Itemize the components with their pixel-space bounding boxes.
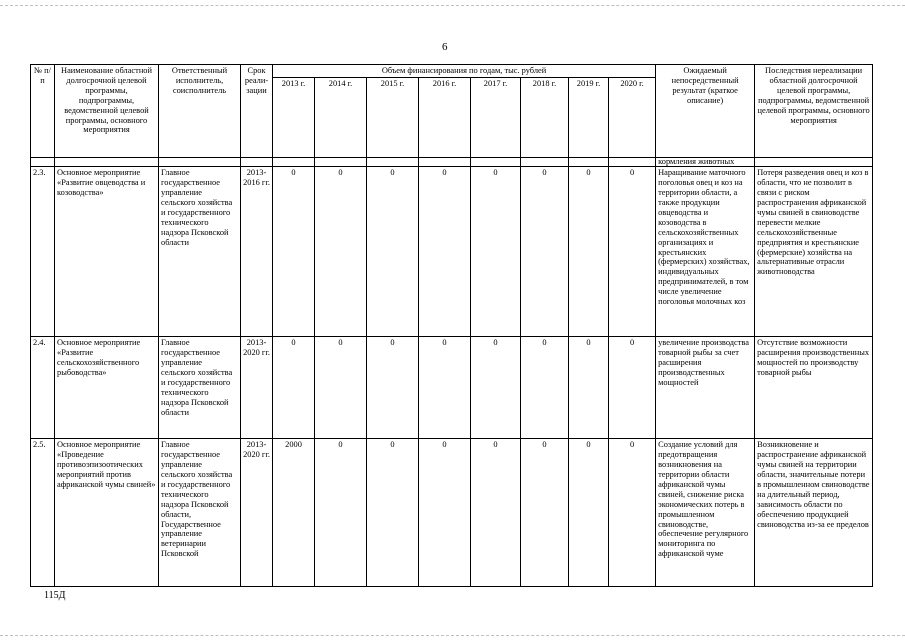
header-col-funding: Объем финансирования по годам, тыс. рублей — [273, 65, 656, 78]
row-consequences: Отсутствие возможности расширения производственных мощностей по производству товарной рыбы — [755, 337, 873, 439]
header-col-consequences: Последствия нереализации областной долгосрочной целевой программы, подпрограммы, ведомственной целевой программы, основного мероприятия — [755, 65, 873, 158]
row-result: Создание условий для предотвращения возникновения на территории области африканской чумы свиней, снижение риска экономических потерь в промышленном свиноводстве, обеспечение регулярного мониторинга по африканской чуме — [656, 439, 755, 587]
row-term: 2013-2020 гг. — [241, 337, 273, 439]
row-value: 0 — [367, 439, 419, 587]
row-result: Наращивание маточного поголовья овец и коз на территории области, а также продукции овцеводства и козоводства в сельскохозяйственных организациях и крестьянских (фермерских) хозяйствах, индивидуальных предпринимателей, в том числе увеличение поголовья молочных коз — [656, 167, 755, 337]
row-value: 0 — [521, 439, 569, 587]
row-responsible: Главное государственное управление сельского хозяйства и государственного технического надзора Псковской области — [159, 167, 241, 337]
header-col-term: Срок реали-зации — [241, 65, 273, 158]
row-value: 0 — [419, 167, 471, 337]
row-consequences: Потеря разведения овец и коз в области, что не позволит в связи с риском распространения африканской чумы свиней в свиноводстве перевести мелкие сельскохозяйственные предприятия и крестьянские (фермерские) хозяйства на альтернативные отрасли животноводства — [755, 167, 873, 337]
header-col-result: Ожидаемый непосредственный результат (краткое описание) — [656, 65, 755, 158]
row-number: 2.5. — [31, 439, 55, 587]
year-header: 2017 г. — [471, 77, 521, 157]
year-header: 2014 г. — [315, 77, 367, 157]
year-header: 2015 г. — [367, 77, 419, 157]
row-value: 0 — [471, 167, 521, 337]
row-responsible: Главное государственное управление сельского хозяйства и государственного технического надзора Псковской области — [159, 337, 241, 439]
row-term: 2013-2016 гг. — [241, 167, 273, 337]
scan-edge-bottom — [0, 635, 905, 640]
row-value: 0 — [521, 167, 569, 337]
table-row — [31, 337, 873, 439]
table-row — [31, 167, 873, 337]
year-header: 2013 г. — [273, 77, 315, 157]
row-name: Основное мероприятие «Развитие овцеводства и козоводства» — [55, 167, 159, 337]
row-name: Основное мероприятие «Проведение противоэпизоотических мероприятий против африканской чумы свиней» — [55, 439, 159, 587]
row-value: 0 — [609, 439, 656, 587]
row-value: 0 — [609, 337, 656, 439]
header-col-name: Наименование областной долгосрочной целевой программы, подпрограммы, ведомственной целевой программы, основного мероприятия — [55, 65, 159, 158]
table-row — [31, 439, 873, 587]
page-number: 6 — [442, 41, 448, 53]
row-value: 0 — [273, 337, 315, 439]
row-result: увеличение производства товарной рыбы за счет расширения производственных мощностей — [656, 337, 755, 439]
scan-edge-top — [0, 0, 905, 6]
row-consequences: Возникновение и распространение африканской чумы свиней на территории области, значительные потери в промышленном свиноводстве на длительный период, зависимость области по обеспечению продукцией свиноводства из-за ее пределов — [755, 439, 873, 587]
row-value: 0 — [569, 439, 609, 587]
year-header: 2018 г. — [521, 77, 569, 157]
row-value: 0 — [521, 337, 569, 439]
row-value: 0 — [419, 439, 471, 587]
program-table — [30, 64, 873, 587]
row-value: 0 — [569, 337, 609, 439]
row-value: 0 — [367, 337, 419, 439]
footer-code: 115Д — [44, 590, 66, 601]
row-value: 0 — [315, 337, 367, 439]
row-value: 0 — [315, 167, 367, 337]
row-value: 2000 — [273, 439, 315, 587]
row-number: 2.4. — [31, 337, 55, 439]
year-header: 2020 г. — [609, 77, 656, 157]
header-row-1 — [31, 65, 873, 78]
row-value: 0 — [273, 167, 315, 337]
continuation-row — [31, 157, 873, 166]
continuation-text: кормления животных — [656, 157, 755, 166]
row-responsible: Главное государственное управление сельского хозяйства и государственного технического надзора Псковской области, Государственное управление ветеринарии Псковской — [159, 439, 241, 587]
row-name: Основное мероприятие «Развитие сельскохозяйственного рыбоводства» — [55, 337, 159, 439]
header-col-num: № п/п — [31, 65, 55, 158]
row-value: 0 — [419, 337, 471, 439]
row-value: 0 — [471, 337, 521, 439]
row-value: 0 — [367, 167, 419, 337]
year-header: 2019 г. — [569, 77, 609, 157]
row-value: 0 — [569, 167, 609, 337]
row-value: 0 — [315, 439, 367, 587]
row-number: 2.3. — [31, 167, 55, 337]
header-col-responsible: Ответственный исполнитель, соисполнитель — [159, 65, 241, 158]
row-value: 0 — [609, 167, 656, 337]
row-term: 2013-2020 гг. — [241, 439, 273, 587]
row-value: 0 — [471, 439, 521, 587]
year-header: 2016 г. — [419, 77, 471, 157]
